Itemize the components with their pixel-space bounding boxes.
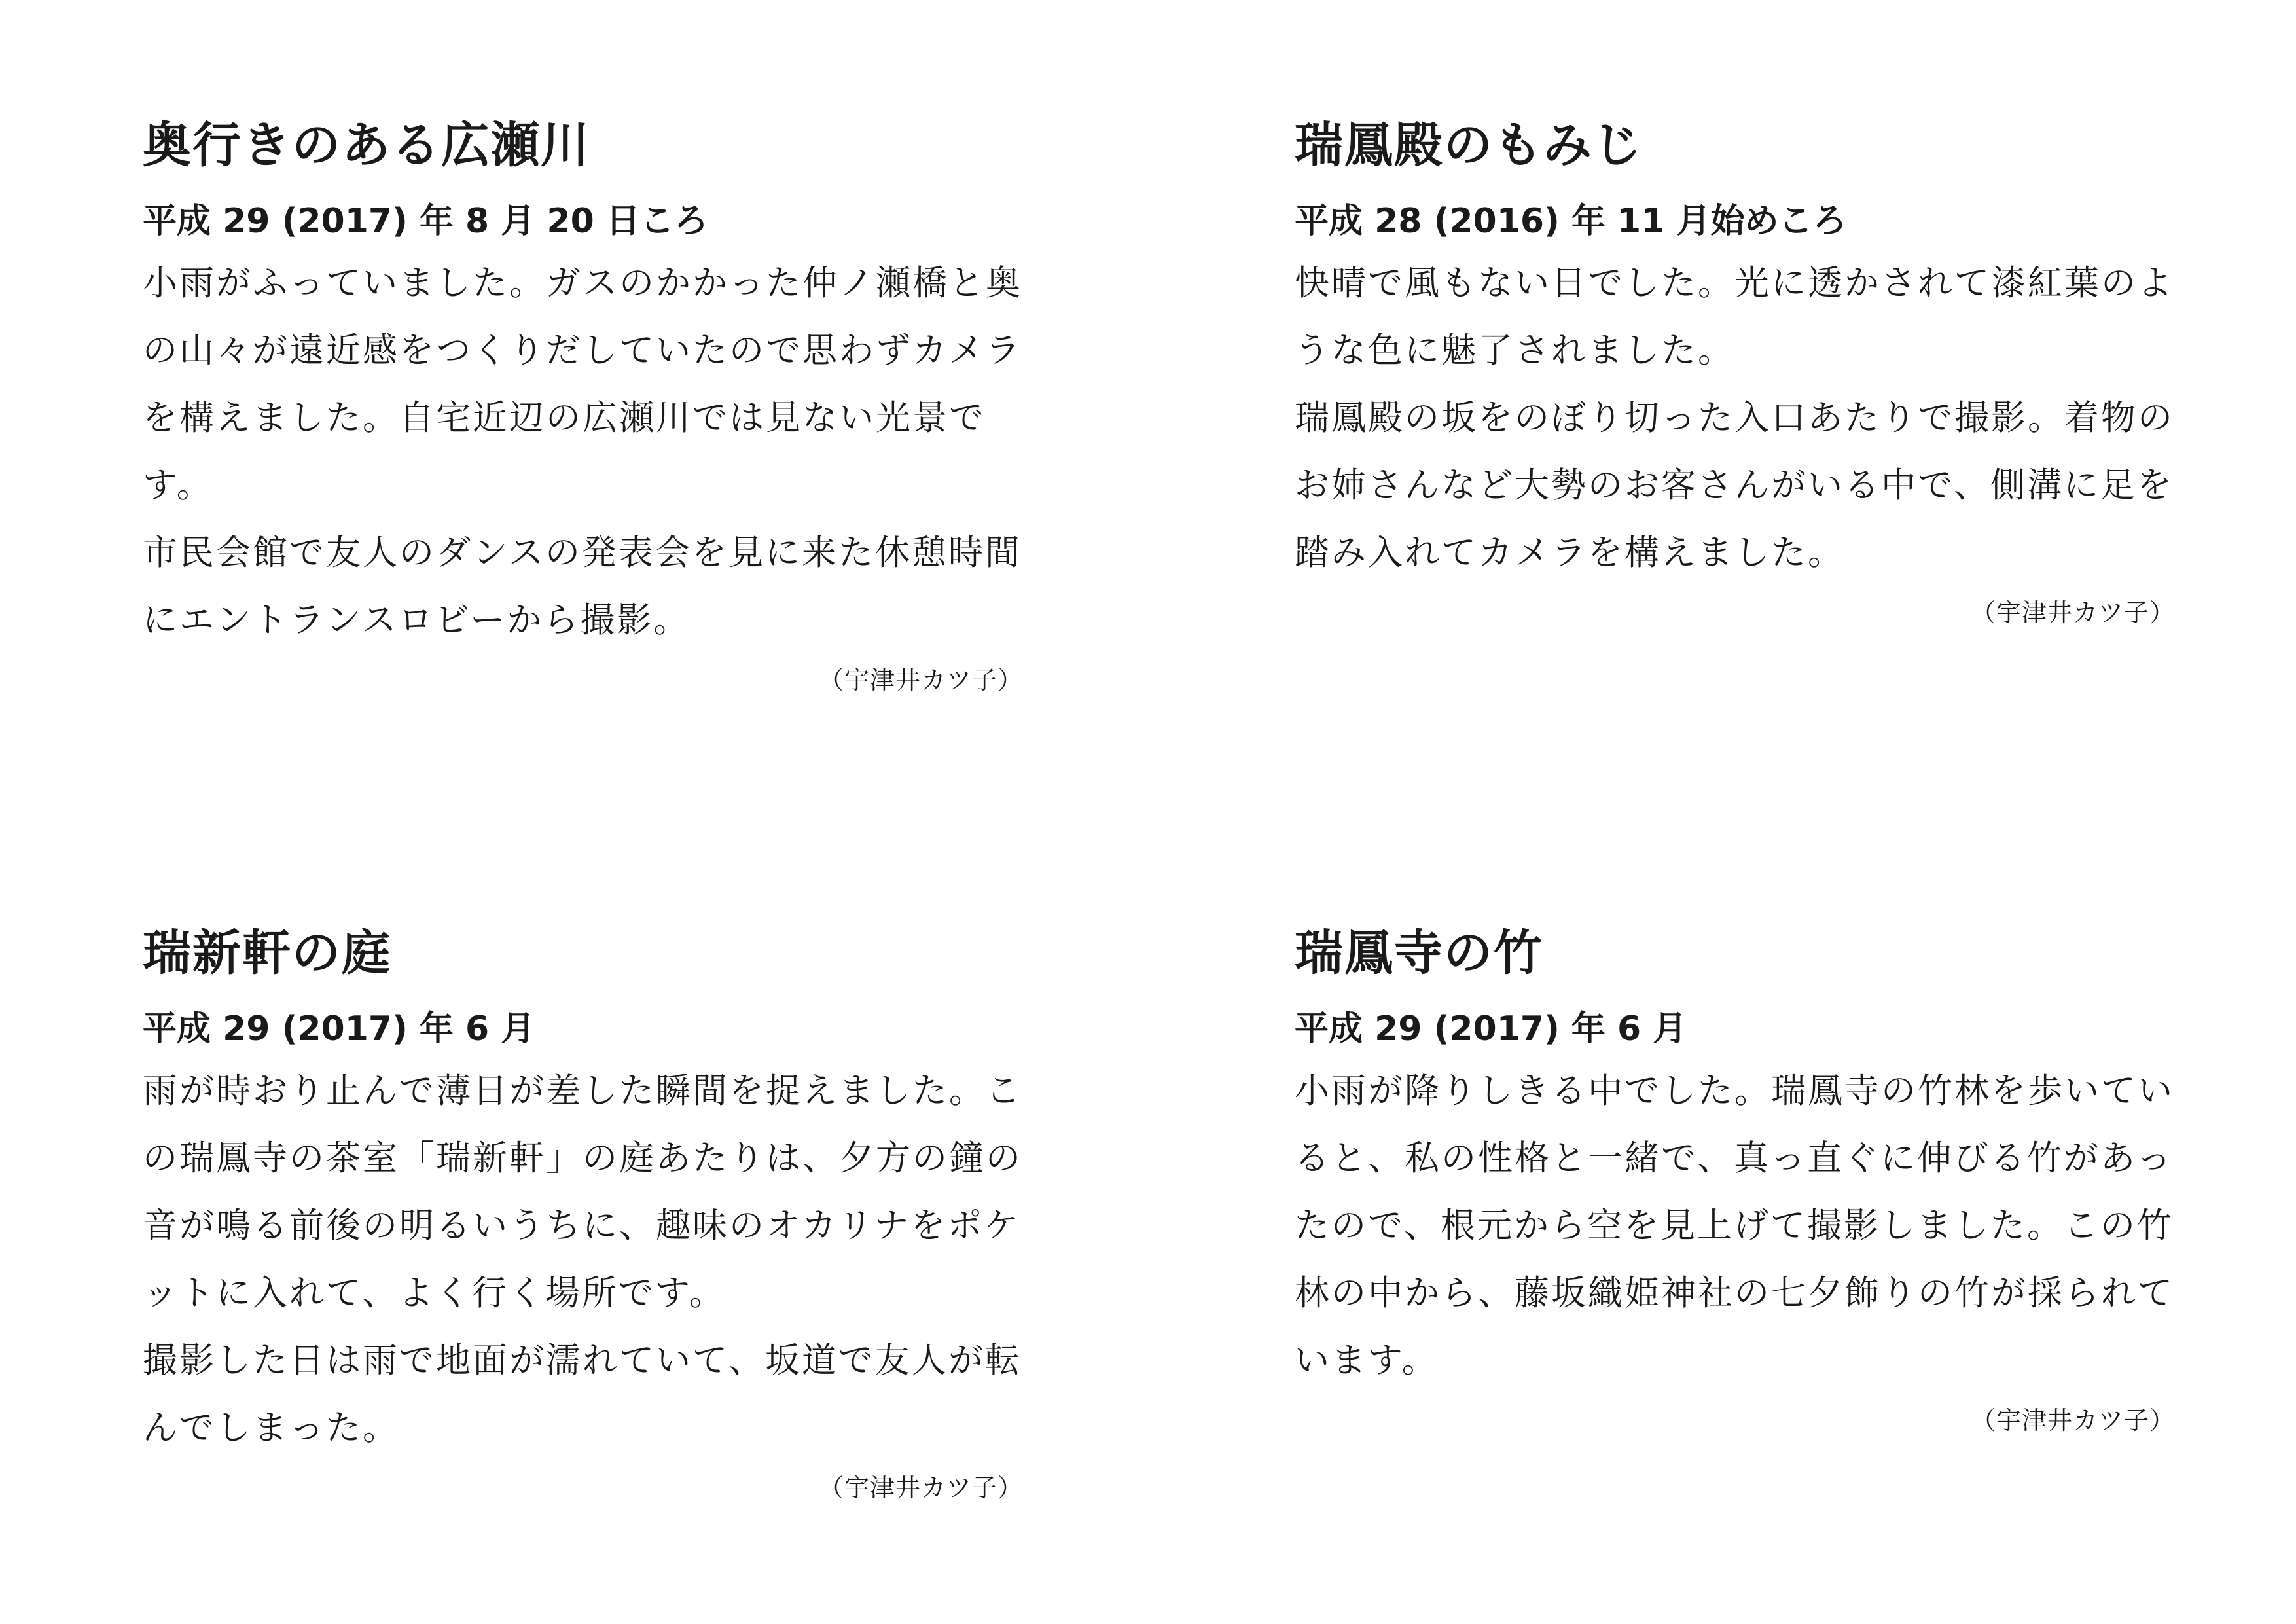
entry-credit: （宇津井カツ子）: [1970, 598, 2175, 628]
entry-credit: （宇津井カツ子）: [818, 666, 1023, 695]
entry-paragraph: 小雨が降りしきる中でした。瑞鳳寺の竹林を歩いていると、私の性格と一緒で、真っ直ぐに伸びる竹があったので、根元から空を見上げて撮影しました。この竹林の中から、藤坂織姫神社の七夕飾りの竹が採られています。: [1295, 1071, 2174, 1381]
entry-date: 平成 28 (2016) 年 11 月始めころ: [1295, 201, 1847, 241]
entry-zuihoji-bamboo: [1295, 924, 2175, 1436]
entry-title: 奥行きのある広瀬川: [143, 117, 590, 173]
entry-date: 平成 29 (2017) 年 6 月: [1295, 1009, 1687, 1049]
entry-title: 瑞鳳殿のもみじ: [1295, 117, 1643, 173]
entry-paragraph: 市民会館で友人のダンスの発表会を見に来た休憩時間にエントランスロビーから撮影。: [143, 533, 1022, 641]
entry-zuishinken-garden: [143, 924, 1023, 1504]
entry-body: [1295, 1057, 2175, 1394]
entry-hirosegawa: [143, 117, 1023, 696]
entry-paragraph: 小雨がふっていました。ガスのかかった仲ノ瀬橋と奥の山々が遠近感をつくりだしていたので思わずカメラを構えました。自宅近辺の広瀬川では見ない光景です。: [143, 263, 1022, 506]
entry-body: [1295, 249, 2175, 586]
entry-paragraph: 雨が時おり止んで薄日が差した瞬間を捉えました。この瑞鳳寺の茶室「瑞新軒」の庭あたりは、夕方の鐘の音が鳴る前後の明るいうちに、趣味のオカリナをポケットに入れて、よく行く場所です。: [143, 1071, 1022, 1314]
entry-paragraph: 快晴で風もない日でした。光に透かされて漆紅葉のような色に魅了されました。: [1295, 263, 2174, 371]
entry-body: [143, 1057, 1023, 1462]
entry-date: 平成 29 (2017) 年 6 月: [143, 1009, 535, 1049]
entry-credit: （宇津井カツ子）: [818, 1473, 1023, 1503]
entry-paragraph: 撮影した日は雨で地面が濡れていて、坂道で友人が転んでしまった。: [143, 1341, 1022, 1449]
entry-title: 瑞鳳寺の竹: [1295, 925, 1543, 981]
entry-date: 平成 29 (2017) 年 8 月 20 日ころ: [143, 201, 708, 241]
entry-body: [143, 249, 1023, 654]
entry-zuihoden-momiji: [1295, 117, 2175, 628]
entry-title: 瑞新軒の庭: [143, 925, 391, 981]
entry-credit: （宇津井カツ子）: [1970, 1406, 2175, 1435]
entry-paragraph: 瑞鳳殿の坂をのぼり切った入口あたりで撮影。着物のお姉さんなど大勢のお客さんがいる中で、側溝に足を踏み入れてカメラを構えました。: [1295, 398, 2174, 573]
